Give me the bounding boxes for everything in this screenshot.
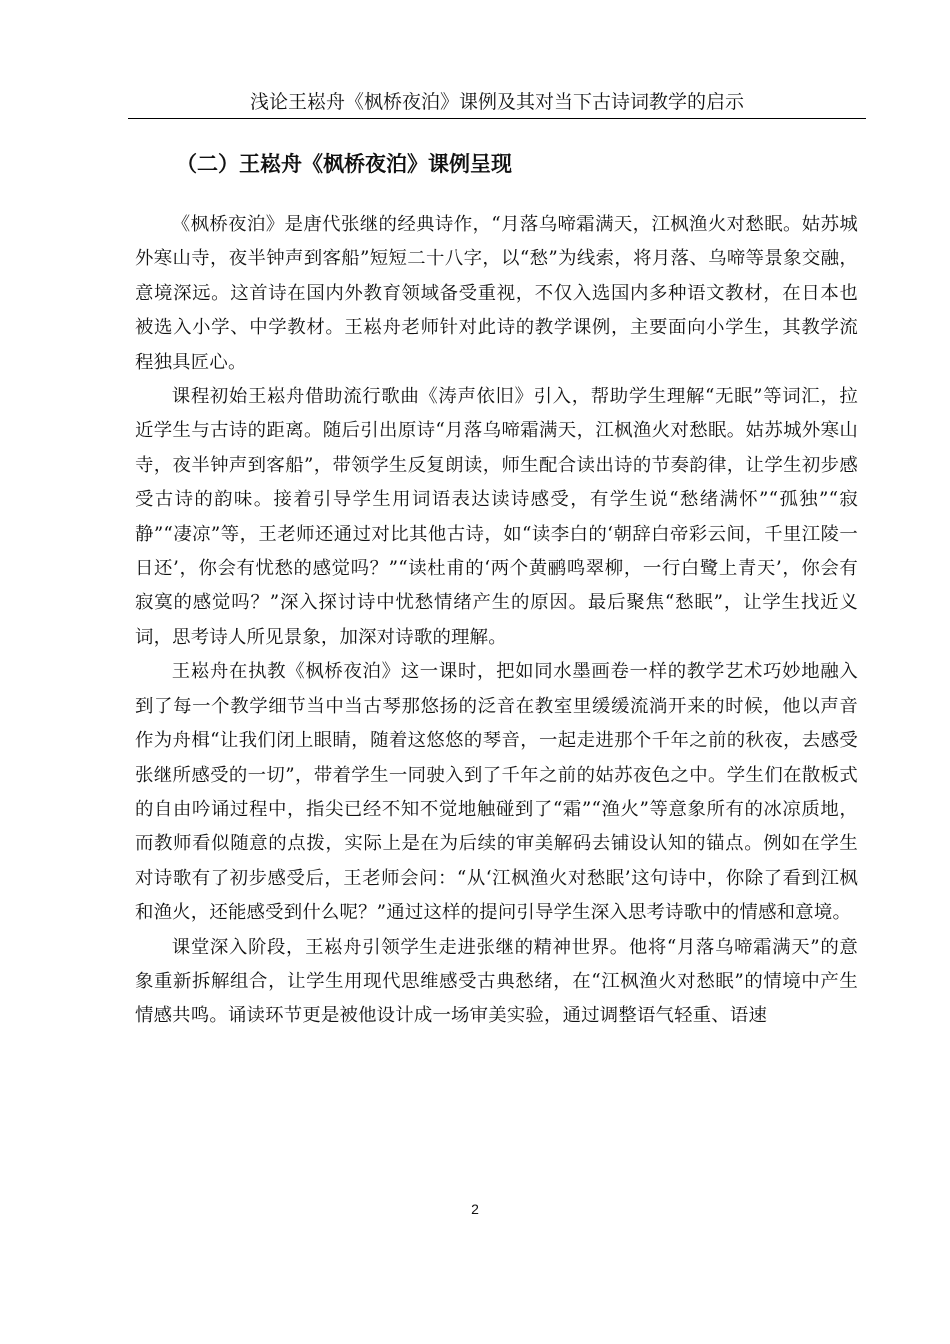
paragraph-intro: 《枫桥夜泊》是唐代张继的经典诗作，“月落乌啼霜满天，江枫渔火对愁眠。姑苏城外寒山寺，夜半钟声到客船”短短二十八字，以“愁”为线索，将月落、乌啼等景象交融，意境深远。这首诗在国内外教育领域备受重视，不仅入选国内多种语文教材，在日本也被选入小学、中学教材。王崧舟老师针对此诗的教学课例，主要面向小学生，其教学流程独具匠心。 (135, 214, 858, 373)
page-number: 2 (471, 1201, 479, 1217)
section-heading: （二）王崧舟《枫桥夜泊》课例呈现 (176, 152, 512, 176)
paragraph-lesson-opening: 课程初始王崧舟借助流行歌曲《涛声依旧》引入，帮助学生理解“无眠”等词汇，拉近学生与古诗的距离。随后引出原诗“月落乌啼霜满天，江枫渔火对愁眠。姑苏城外寒山寺，夜半钟声到客船”，带领学生反复朗读，师生配合读出诗的节奏韵律，让学生初步感受古诗的韵味。接着引导学生用词语表达读诗感受，有学生说“愁绪满怀”“孤独”“寂静”“凄凉”等，王老师还通过对比其他古诗，如“读李白的‘朝辞白帝彩云间，千里江陵一日还’，你会有忧愁的感觉吗？”“读杜甫的‘两个黄鹂鸣翠柳，一行白鹭上青天’，你会有寂寞的感觉吗？”深入探讨诗中忧愁情绪产生的原因。最后聚焦“愁眠”，让学生找近义词，思考诗人所见景象，加深对诗歌的理解。 (135, 386, 858, 648)
paragraph-teaching-art: 王崧舟在执教《枫桥夜泊》这一课时，把如同水墨画卷一样的教学艺术巧妙地融入到了每一个教学细节当中当古琴那悠扬的泛音在教室里缓缓流淌开来的时候，他以声音作为舟楫“让我们闭上眼睛，随着这悠悠的琴音，一起走进那个千年之前的秋夜，去感受张继所感受的一切”，带着学生一同驶入到了千年之前的姑苏夜色之中。学生们在散板式的自由吟诵过程中，指尖已经不知不觉地触碰到了“霜”“渔火”等意象所有的冰凉质地，而教师看似随意的点拨，实际上是在为后续的审美解码去铺设认知的锚点。例如在学生对诗歌有了初步感受后，王老师会问：“从‘江枫渔火对愁眠’这句诗中，你除了看到江枫和渔火，还能感受到什么呢？”通过这样的提问引导学生深入思考诗歌中的情感和意境。 (135, 661, 858, 924)
paragraph-deepening-stage: 课堂深入阶段，王崧舟引领学生走进张继的精神世界。他将“月落乌啼霜满天”的意象重新拆解组合，让学生用现代思维感受古典愁绪，在“江枫渔火对愁眠”的情境中产生情感共鸣。诵读环节更是被他设计成一场审美实验，通过调整语气轻重、语速 (135, 936, 858, 1027)
body-text (135, 208, 858, 1034)
running-header: 浅论王崧舟《枫桥夜泊》课例及其对当下古诗词教学的启示 (128, 88, 866, 119)
